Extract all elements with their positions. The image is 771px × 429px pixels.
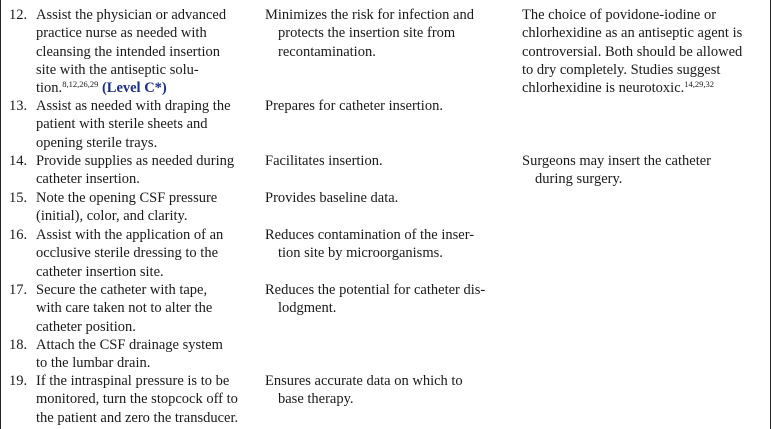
rationale-line: Ensures accurate data on which to <box>265 373 463 389</box>
rationale-line: protects the insertion site from <box>278 25 456 42</box>
step-number: 12. <box>9 7 28 23</box>
evidence-level: (Level C*) <box>101 80 167 97</box>
step-line: site with the antiseptic solu- <box>36 61 199 78</box>
step-number: 13. <box>9 98 28 114</box>
step-cell <box>9 6 254 97</box>
step-line: to the lumbar drain. <box>36 355 151 372</box>
note-line: The choice of povidone-iodine or <box>522 7 717 23</box>
step-cell <box>9 97 254 152</box>
step-number: 19. <box>9 373 28 389</box>
note-cell <box>522 152 767 189</box>
note-cell <box>522 6 767 97</box>
rationale-line: Prepares for catheter insertion. <box>265 98 443 114</box>
step-cell <box>9 226 254 281</box>
step-line: Note the opening CSF pressure <box>36 190 218 206</box>
step-line: monitored, turn the stopcock off to <box>36 391 238 408</box>
step-line: catheter insertion site. <box>36 263 164 280</box>
step-line: Assist the physician or advanced <box>36 7 227 23</box>
step-line: practice nurse as needed with <box>36 25 207 42</box>
note-line: during surgery. <box>535 171 623 188</box>
step-line: Assist with the application of an <box>36 227 224 243</box>
step-line: If the intraspinal pressure is to be <box>36 373 230 389</box>
rationale-cell <box>265 372 505 409</box>
step-line: cleansing the intended insertion <box>36 43 221 60</box>
reference-superscript[interactable]: 14,29,32 <box>684 79 715 90</box>
note-line: chlorhexidine is neurotoxic. <box>522 80 685 97</box>
rationale-line: Reduces the potential for catheter dis- <box>265 282 486 298</box>
step-line: Assist as needed with draping the <box>36 98 231 114</box>
rationale-cell <box>265 97 505 115</box>
step-line: Secure the catheter with tape, <box>36 282 208 298</box>
step-cell <box>9 189 254 226</box>
rationale-line: Facilitates insertion. <box>265 153 383 169</box>
step-cell <box>9 372 254 427</box>
step-line: catheter insertion. <box>36 171 140 188</box>
step-number: 15. <box>9 190 28 206</box>
step-line: (initial), color, and clarity. <box>36 208 188 225</box>
step-cell <box>9 152 254 189</box>
step-line: Attach the CSF drainage system <box>36 337 223 353</box>
rationale-cell <box>265 6 505 61</box>
rationale-cell <box>265 226 505 263</box>
step-cell <box>9 336 254 373</box>
rationale-line: lodgment. <box>278 300 337 317</box>
rationale-line: Minimizes the risk for infection and <box>265 7 474 23</box>
step-number: 18. <box>9 337 28 353</box>
step-line: catheter position. <box>36 318 136 335</box>
step-line: Provide supplies as needed during <box>36 153 235 169</box>
step-line: with care taken not to alter the <box>36 300 213 317</box>
note-line: controversial. Both should be allowed <box>522 43 743 60</box>
step-number: 16. <box>9 227 28 243</box>
rationale-line: recontamination. <box>278 43 376 60</box>
rationale-line: Provides baseline data. <box>265 190 399 206</box>
note-line: Surgeons may insert the catheter <box>522 153 711 169</box>
step-line: tion. <box>36 80 63 97</box>
rationale-line: tion site by microorganisms. <box>278 245 443 262</box>
note-line: chlorhexidine as an antiseptic agent is <box>522 25 743 42</box>
note-line: to dry completely. Studies suggest <box>522 61 721 78</box>
step-line: the patient and zero the transducer. <box>36 409 239 426</box>
step-line: occlusive sterile dressing to the <box>36 245 219 262</box>
rationale-cell <box>265 152 505 170</box>
step-line: patient with sterile sheets and <box>36 116 208 133</box>
rationale-cell <box>265 281 505 318</box>
step-number: 17. <box>9 282 28 298</box>
rationale-line: Reduces contamination of the inser- <box>265 227 475 243</box>
reference-superscript[interactable]: 8,12,26,29 <box>62 79 99 90</box>
step-line: opening sterile trays. <box>36 134 158 151</box>
step-cell <box>9 281 254 336</box>
step-number: 14. <box>9 153 28 169</box>
rationale-line: base therapy. <box>278 391 354 408</box>
rationale-cell <box>265 189 505 207</box>
